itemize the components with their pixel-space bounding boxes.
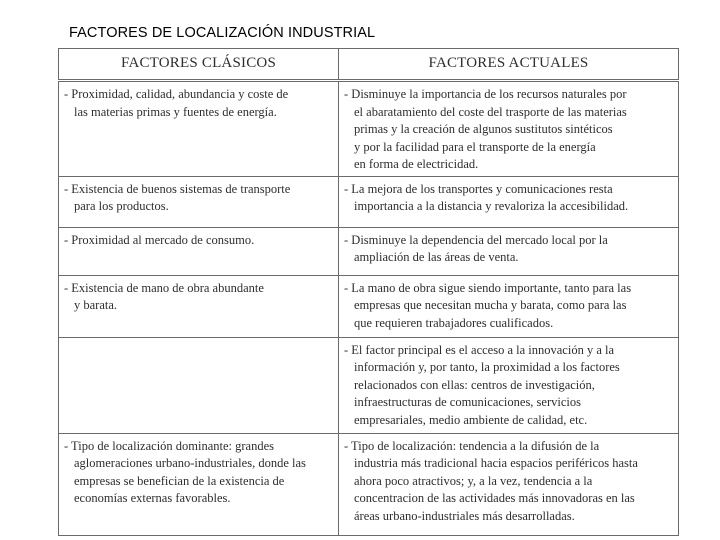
- classic-factor-cell-empty: [59, 337, 339, 433]
- table-header-row: [59, 49, 679, 81]
- current-factor-text: - Tipo de localización: tendencia a la difusión de la industria más tradicional hacia espacios periféricos hasta ahora poco atractivos; y, a la vez, tendencia a la concentracion de las actividades más innovadoras en las áreas urbano-industriales más desarrolladas.: [344, 438, 638, 523]
- header-current-factors: FACTORES ACTUALES: [339, 49, 679, 81]
- current-factor-cell: [339, 275, 679, 337]
- header-classic-factors: FACTORES CLÁSICOS: [59, 49, 339, 81]
- current-factor-text: - Disminuye la importancia de los recursos naturales por el abaratamiento del coste del trasporte de las materias primas y la creación de algunos sustitutos sintéticos y por la facilidad para el transporte de la energía en forma de electricidad.: [344, 87, 627, 171]
- current-factor-text: - La mejora de los transportes y comunicaciones resta importancia a la distancia y revaloriza la accesibilidad.: [344, 181, 629, 213]
- current-factor-cell: [339, 81, 679, 177]
- current-factor-text: - El factor principal es el acceso a la innovación y a la información y, por tanto, la proximidad a los factores relacionados con ellas: centros de investigación, infraestructuras de comunicaciones, servicios empresariales, medio ambiente de calidad, etc.: [344, 342, 620, 427]
- classic-factor-text: - Existencia de buenos sistemas de transporte para los productos.: [64, 181, 291, 213]
- current-factor-text: - La mano de obra sigue siendo importante, tanto para las empresas que necesitan mucha y barata, como para las que requieren trabajadores cualificados.: [344, 280, 632, 330]
- classic-factor-cell: [59, 81, 339, 177]
- classic-factor-cell: [59, 275, 339, 337]
- table-row: [59, 275, 679, 337]
- table-row: [59, 176, 679, 227]
- current-factor-cell: [339, 176, 679, 227]
- classic-factor-text: - Proximidad, calidad, abundancia y coste de las materias primas y fuentes de energía.: [64, 87, 289, 119]
- classic-factor-cell: [59, 176, 339, 227]
- current-factor-text: - Disminuye la dependencia del mercado local por la ampliación de las áreas de venta.: [344, 232, 608, 264]
- classic-factor-cell: [59, 227, 339, 275]
- table-row: [59, 433, 679, 536]
- classic-factor-text: - Existencia de mano de obra abundante y barata.: [64, 280, 264, 312]
- current-factor-cell: [339, 433, 679, 536]
- table-row: [59, 337, 679, 433]
- current-factor-cell: [339, 337, 679, 433]
- table-row: [59, 227, 679, 275]
- page-title: FACTORES DE LOCALIZACIÓN INDUSTRIAL: [69, 25, 376, 41]
- classic-factor-cell: [59, 433, 339, 536]
- classic-factor-text: - Proximidad al mercado de consumo.: [64, 232, 255, 247]
- current-factor-cell: [339, 227, 679, 275]
- classic-factor-text: - Tipo de localización dominante: grandes aglomeraciones urbano-industriales, donde las empresas se benefician de la existencia de economías externas favorables.: [64, 438, 306, 505]
- location-factors-table: [58, 48, 679, 536]
- table-row: [59, 81, 679, 177]
